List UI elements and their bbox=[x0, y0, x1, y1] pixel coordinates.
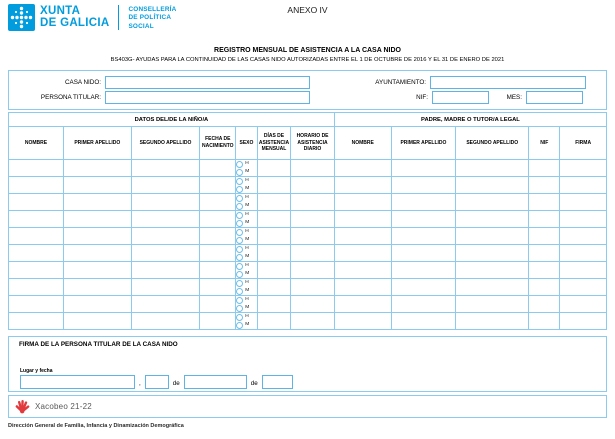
table-column-header: NIF bbox=[529, 127, 560, 160]
table-cell[interactable] bbox=[334, 177, 391, 194]
ayuntamiento-label: AYUNTAMIENTO: bbox=[375, 79, 426, 86]
table-cell[interactable] bbox=[456, 177, 529, 194]
table-cell[interactable] bbox=[334, 279, 391, 296]
casa-nido-label: CASA NIDO: bbox=[64, 79, 101, 86]
table-cell[interactable] bbox=[334, 160, 391, 177]
table-cell[interactable] bbox=[291, 228, 335, 245]
table-cell[interactable] bbox=[9, 211, 64, 228]
sex-radio-icon[interactable] bbox=[236, 178, 243, 185]
table-cell[interactable] bbox=[391, 279, 456, 296]
sex-option-label: H bbox=[245, 262, 249, 268]
table-cell[interactable] bbox=[64, 296, 132, 313]
sex-option-h[interactable] bbox=[236, 228, 257, 236]
sex-cell bbox=[236, 177, 258, 194]
table-group-header: DATOS DEL/DE LA NIÑO/A bbox=[9, 113, 335, 127]
month-input[interactable] bbox=[184, 375, 247, 389]
sex-option-m[interactable] bbox=[236, 287, 257, 295]
table-row bbox=[9, 262, 607, 279]
header bbox=[0, 0, 615, 36]
table-cell[interactable] bbox=[291, 245, 335, 262]
table-column-header: SEGUNDO APELLIDO bbox=[131, 127, 200, 160]
table-column-header-row bbox=[9, 127, 607, 160]
sex-option-label: M bbox=[245, 219, 250, 225]
table-cell[interactable] bbox=[391, 228, 456, 245]
sex-option-m[interactable] bbox=[236, 219, 257, 227]
table-cell[interactable] bbox=[9, 262, 64, 279]
mes-input[interactable] bbox=[526, 91, 583, 104]
sex-radio-icon[interactable] bbox=[236, 263, 243, 270]
table-cell[interactable] bbox=[560, 262, 607, 279]
table-cell[interactable] bbox=[334, 313, 391, 330]
fields-row-1 bbox=[17, 76, 598, 89]
sex-radio-icon[interactable] bbox=[236, 220, 243, 227]
table-column-header: FECHA DE NACIMIENTO bbox=[200, 127, 236, 160]
table-cell[interactable] bbox=[334, 296, 391, 313]
direction-general-label: Dirección General de Familia, Infancia y Dinamización Demográfica bbox=[8, 423, 184, 429]
sex-option-label: H bbox=[245, 279, 249, 285]
table-cell[interactable] bbox=[334, 211, 391, 228]
table-cell[interactable] bbox=[560, 296, 607, 313]
sex-radio-icon[interactable] bbox=[236, 271, 243, 278]
sex-option-m[interactable] bbox=[236, 185, 257, 193]
table-cell[interactable] bbox=[64, 228, 132, 245]
table-cell[interactable] bbox=[9, 296, 64, 313]
department-line2: DE POLÍTICA bbox=[128, 14, 172, 22]
table-cell[interactable] bbox=[131, 296, 200, 313]
sex-option-label: H bbox=[245, 296, 249, 302]
table-cell[interactable] bbox=[131, 262, 200, 279]
sex-cell bbox=[236, 194, 258, 211]
day-input[interactable] bbox=[145, 375, 169, 389]
table-cell[interactable] bbox=[334, 228, 391, 245]
table-cell[interactable] bbox=[529, 228, 560, 245]
sex-option-label: M bbox=[245, 321, 250, 327]
table-cell[interactable] bbox=[456, 279, 529, 296]
persona-titular-label: PERSONA TITULAR: bbox=[40, 94, 101, 101]
table-cell[interactable] bbox=[529, 279, 560, 296]
table-cell[interactable] bbox=[560, 228, 607, 245]
table-cell[interactable] bbox=[9, 245, 64, 262]
sex-radio-icon[interactable] bbox=[236, 212, 243, 219]
table-cell[interactable] bbox=[456, 245, 529, 262]
table-row bbox=[9, 296, 607, 313]
attendance-table bbox=[8, 112, 607, 330]
sex-cell bbox=[236, 245, 258, 262]
sex-radio-icon[interactable] bbox=[236, 280, 243, 287]
sex-option-label: M bbox=[245, 236, 250, 242]
table-cell[interactable] bbox=[9, 228, 64, 245]
table-cell[interactable] bbox=[291, 313, 335, 330]
signature-title: FIRMA DE LA PERSONA TITULAR DE LA CASA NIDO bbox=[19, 341, 178, 348]
table-cell[interactable] bbox=[560, 177, 607, 194]
table-cell[interactable] bbox=[64, 313, 132, 330]
sex-option-label: H bbox=[245, 194, 249, 200]
sex-radio-icon[interactable] bbox=[236, 186, 243, 193]
table-cell[interactable] bbox=[456, 160, 529, 177]
table-row bbox=[9, 245, 607, 262]
sex-radio-icon[interactable] bbox=[236, 288, 243, 295]
table-row bbox=[9, 160, 607, 177]
table-column-header: SEXO bbox=[236, 127, 258, 160]
casa-nido-input[interactable] bbox=[105, 76, 310, 89]
sex-option-h[interactable] bbox=[236, 194, 257, 202]
table-column-header: HORARIO DE ASISTENCIA DIARIO bbox=[291, 127, 335, 160]
sex-option-label: H bbox=[245, 211, 249, 217]
sex-option-h[interactable] bbox=[236, 245, 257, 253]
sex-option-label: H bbox=[245, 160, 249, 166]
table-cell[interactable] bbox=[131, 279, 200, 296]
table-cell[interactable] bbox=[200, 245, 236, 262]
sex-radio-icon[interactable] bbox=[236, 161, 243, 168]
table-row bbox=[9, 279, 607, 296]
table-cell[interactable] bbox=[9, 194, 64, 211]
table-row bbox=[9, 194, 607, 211]
table-cell[interactable] bbox=[391, 245, 456, 262]
table-cell[interactable] bbox=[64, 279, 132, 296]
table-row bbox=[9, 211, 607, 228]
table-cell[interactable] bbox=[291, 177, 335, 194]
sex-cell bbox=[236, 279, 258, 296]
signature-section bbox=[8, 336, 607, 392]
table-cell[interactable] bbox=[257, 296, 290, 313]
table-column-header: SEGUNDO APELLIDO bbox=[456, 127, 529, 160]
table-cell[interactable] bbox=[391, 160, 456, 177]
table-cell[interactable] bbox=[200, 279, 236, 296]
sex-radio-icon[interactable] bbox=[236, 246, 243, 253]
table-cell[interactable] bbox=[131, 177, 200, 194]
table-cell[interactable] bbox=[200, 177, 236, 194]
table-cell[interactable] bbox=[257, 313, 290, 330]
table-cell[interactable] bbox=[64, 177, 132, 194]
table-cell[interactable] bbox=[257, 177, 290, 194]
comma-separator: , bbox=[139, 380, 141, 387]
sex-option-m[interactable] bbox=[236, 236, 257, 244]
sex-option-m[interactable] bbox=[236, 253, 257, 261]
year-input[interactable] bbox=[262, 375, 293, 389]
table-cell[interactable] bbox=[257, 228, 290, 245]
sex-radio-icon[interactable] bbox=[236, 237, 243, 244]
table-cell[interactable] bbox=[200, 160, 236, 177]
sex-option-h[interactable] bbox=[236, 279, 257, 287]
sex-radio-icon[interactable] bbox=[236, 229, 243, 236]
sex-option-label: M bbox=[245, 253, 250, 259]
sex-radio-icon[interactable] bbox=[236, 203, 243, 210]
table-cell[interactable] bbox=[529, 313, 560, 330]
sex-cell bbox=[236, 262, 258, 279]
table-cell[interactable] bbox=[257, 211, 290, 228]
sex-option-label: H bbox=[245, 245, 249, 251]
department-line3: SOCIAL bbox=[128, 22, 154, 30]
sex-option-h[interactable] bbox=[236, 296, 257, 304]
table-cell[interactable] bbox=[131, 245, 200, 262]
table-cell[interactable] bbox=[291, 160, 335, 177]
sex-option-m[interactable] bbox=[236, 304, 257, 312]
table-group-header: PADRE, MADRE O TUTOR/A LEGAL bbox=[334, 113, 606, 127]
table-cell[interactable] bbox=[529, 245, 560, 262]
table-cell[interactable] bbox=[257, 279, 290, 296]
table-cell[interactable] bbox=[291, 194, 335, 211]
table-cell[interactable] bbox=[456, 262, 529, 279]
table-column-header: PRIMER APELLIDO bbox=[391, 127, 456, 160]
signature-date-row bbox=[20, 375, 293, 389]
table-cell[interactable] bbox=[391, 177, 456, 194]
table-cell[interactable] bbox=[456, 296, 529, 313]
de-separator-1: de bbox=[172, 380, 180, 387]
table-cell[interactable] bbox=[391, 211, 456, 228]
table-cell[interactable] bbox=[200, 296, 236, 313]
table-column-header: FIRMA bbox=[560, 127, 607, 160]
table-cell[interactable] bbox=[529, 160, 560, 177]
table-cell[interactable] bbox=[334, 245, 391, 262]
table-column-header: PRIMER APELLIDO bbox=[64, 127, 132, 160]
table-cell[interactable] bbox=[391, 194, 456, 211]
xacobeo-hand-icon bbox=[15, 399, 30, 414]
table-row bbox=[9, 228, 607, 245]
sex-radio-icon[interactable] bbox=[236, 169, 243, 176]
table-cell[interactable] bbox=[529, 211, 560, 228]
sex-option-label: M bbox=[245, 304, 250, 310]
table-cell[interactable] bbox=[391, 262, 456, 279]
table-cell[interactable] bbox=[560, 160, 607, 177]
table-cell[interactable] bbox=[560, 245, 607, 262]
table-cell[interactable] bbox=[456, 194, 529, 211]
table-cell[interactable] bbox=[131, 160, 200, 177]
sex-option-label: M bbox=[245, 287, 250, 293]
sex-option-h[interactable] bbox=[236, 313, 257, 321]
form-subtitle: BS403G- AYUDAS PARA LA CONTINUIDAD DE LAS CASAS NIDO AUTORIZADAS ENTRE EL 1 DE OCTUBRE DE 2016 Y EL 31 DE ENERO DE 2021 bbox=[110, 57, 505, 63]
table-cell[interactable] bbox=[334, 262, 391, 279]
sex-option-h[interactable] bbox=[236, 262, 257, 270]
de-separator-2: de bbox=[250, 380, 258, 387]
table-cell[interactable] bbox=[560, 279, 607, 296]
sex-option-label: M bbox=[245, 185, 250, 191]
table-cell[interactable] bbox=[291, 262, 335, 279]
table-cell[interactable] bbox=[291, 211, 335, 228]
table-cell[interactable] bbox=[529, 194, 560, 211]
table-cell[interactable] bbox=[64, 194, 132, 211]
table-cell[interactable] bbox=[9, 279, 64, 296]
sex-radio-icon[interactable] bbox=[236, 195, 243, 202]
table-column-header: DÍAS DE ASISTENCIA MENSUAL bbox=[257, 127, 290, 160]
sex-radio-icon[interactable] bbox=[236, 305, 243, 312]
ayuntamiento-input[interactable] bbox=[430, 76, 586, 89]
table-cell[interactable] bbox=[560, 211, 607, 228]
table-cell[interactable] bbox=[291, 296, 335, 313]
mes-label: MES: bbox=[506, 94, 522, 101]
sex-radio-icon[interactable] bbox=[236, 322, 243, 329]
sex-option-label: H bbox=[245, 177, 249, 183]
table-cell[interactable] bbox=[456, 313, 529, 330]
table-cell[interactable] bbox=[257, 262, 290, 279]
fields-row-2 bbox=[17, 91, 598, 104]
table-cell[interactable] bbox=[64, 262, 132, 279]
sex-option-m[interactable] bbox=[236, 270, 257, 278]
table-cell[interactable] bbox=[200, 262, 236, 279]
table-cell[interactable] bbox=[257, 160, 290, 177]
persona-titular-input[interactable] bbox=[105, 91, 310, 104]
xacobeo-label: Xacobeo 21-22 bbox=[35, 402, 92, 411]
table-cell[interactable] bbox=[9, 177, 64, 194]
table-cell[interactable] bbox=[131, 313, 200, 330]
table-cell[interactable] bbox=[529, 262, 560, 279]
table-cell[interactable] bbox=[64, 245, 132, 262]
table-cell[interactable] bbox=[131, 194, 200, 211]
table-cell[interactable] bbox=[131, 211, 200, 228]
table-group-header-row bbox=[9, 113, 607, 127]
sex-option-m[interactable] bbox=[236, 168, 257, 176]
sex-cell bbox=[236, 313, 258, 330]
sex-cell bbox=[236, 211, 258, 228]
footer-logo-box bbox=[8, 395, 607, 418]
sex-option-label: H bbox=[245, 313, 249, 319]
sex-option-h[interactable] bbox=[236, 211, 257, 219]
table-cell[interactable] bbox=[291, 279, 335, 296]
table-cell[interactable] bbox=[456, 228, 529, 245]
table-cell[interactable] bbox=[200, 313, 236, 330]
table-cell[interactable] bbox=[200, 211, 236, 228]
brand-line1: XUNTA bbox=[40, 5, 81, 17]
table-cell[interactable] bbox=[391, 313, 456, 330]
sex-option-label: M bbox=[245, 202, 250, 208]
sex-option-label: M bbox=[245, 270, 250, 276]
sex-radio-icon[interactable] bbox=[236, 314, 243, 321]
sex-option-h[interactable] bbox=[236, 160, 257, 168]
table-cell[interactable] bbox=[334, 194, 391, 211]
sex-option-label: M bbox=[245, 168, 250, 174]
sex-radio-icon[interactable] bbox=[236, 297, 243, 304]
table-column-header: NOMBRE bbox=[334, 127, 391, 160]
table-cell[interactable] bbox=[529, 177, 560, 194]
table-cell[interactable] bbox=[64, 211, 132, 228]
general-fields-box bbox=[8, 70, 607, 110]
table-cell[interactable] bbox=[560, 194, 607, 211]
form-title: REGISTRO MENSUAL DE ASISTENCIA A LA CASA NIDO bbox=[214, 47, 401, 54]
sex-option-label: H bbox=[245, 228, 249, 234]
table-column-header: NOMBRE bbox=[9, 127, 64, 160]
sex-cell bbox=[236, 296, 258, 313]
lugar-input[interactable] bbox=[20, 375, 135, 389]
nif-input[interactable] bbox=[432, 91, 489, 104]
table-cell[interactable] bbox=[200, 194, 236, 211]
table-cell[interactable] bbox=[9, 313, 64, 330]
table-cell[interactable] bbox=[200, 228, 236, 245]
sex-option-m[interactable] bbox=[236, 202, 257, 210]
table-body bbox=[9, 160, 607, 330]
lugar-fecha-label: Lugar y fecha bbox=[20, 368, 53, 374]
table-cell[interactable] bbox=[64, 160, 132, 177]
sex-option-h[interactable] bbox=[236, 177, 257, 185]
table-cell[interactable] bbox=[131, 228, 200, 245]
nif-label: NIF: bbox=[416, 94, 428, 101]
department-line1: CONSELLERÍA bbox=[128, 6, 177, 13]
table-row bbox=[9, 313, 607, 330]
sex-radio-icon[interactable] bbox=[236, 254, 243, 261]
table-cell[interactable] bbox=[257, 194, 290, 211]
sex-option-m[interactable] bbox=[236, 321, 257, 329]
table-cell[interactable] bbox=[9, 160, 64, 177]
table-cell[interactable] bbox=[391, 296, 456, 313]
table-cell[interactable] bbox=[257, 245, 290, 262]
table-cell[interactable] bbox=[560, 313, 607, 330]
table-cell[interactable] bbox=[456, 211, 529, 228]
sex-cell bbox=[236, 228, 258, 245]
sex-cell bbox=[236, 160, 258, 177]
annex-label: ANEXO IV bbox=[287, 5, 328, 15]
table-cell[interactable] bbox=[529, 296, 560, 313]
brand-line2: DE GALICIA bbox=[40, 17, 110, 30]
table-row bbox=[9, 177, 607, 194]
